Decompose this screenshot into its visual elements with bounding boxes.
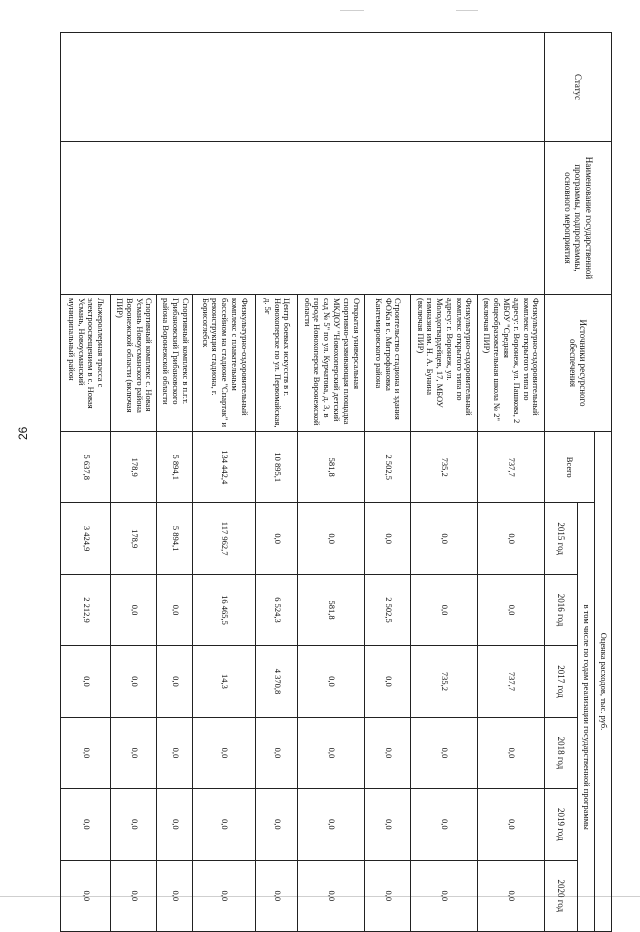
year-value-cell: 0,0 bbox=[111, 646, 157, 717]
year-value-cell: 0,0 bbox=[256, 503, 298, 574]
expenses-table bbox=[60, 32, 612, 932]
year-value-cell: 0,0 bbox=[365, 789, 411, 860]
source-cell: Физкультурно-оздоровительный комплекс открытого типа по адресу: г. Воронеж, ул. Молодогвардейцев, 17, МБОУ гимназия им. Н. А. Бунина (включая ПИР) bbox=[411, 295, 478, 432]
total-cell: 581,8 bbox=[298, 432, 365, 503]
total-cell: 5 637,8 bbox=[61, 432, 111, 503]
year-value-cell: 0,0 bbox=[298, 646, 365, 717]
year-value-cell: 0,0 bbox=[298, 717, 365, 788]
year-value-cell: 0,0 bbox=[477, 574, 544, 645]
total-cell: 737,7 bbox=[477, 432, 544, 503]
year-value-cell: 0,0 bbox=[111, 574, 157, 645]
year-value-cell: 0,0 bbox=[256, 717, 298, 788]
year-value-cell: 0,0 bbox=[193, 717, 256, 788]
year-value-cell: 0,0 bbox=[411, 789, 478, 860]
total-cell: 178,9 bbox=[111, 432, 157, 503]
rotated-sheet bbox=[60, 32, 612, 932]
year-value-cell: 0,0 bbox=[365, 503, 411, 574]
year-value-cell: 0,0 bbox=[365, 717, 411, 788]
year-value-cell: 0,0 bbox=[61, 646, 111, 717]
source-cell: Центр боевых искусств в г. Новохоперске по ул. Первомайская, д. 5г bbox=[256, 295, 298, 432]
year-value-cell: 0,0 bbox=[298, 860, 365, 931]
year-value-cell: 581,8 bbox=[298, 574, 365, 645]
year-value-cell: 0,0 bbox=[61, 860, 111, 931]
header-by-years: в том числе по годам реализации государственной программы bbox=[578, 503, 595, 932]
year-value-cell: 0,0 bbox=[477, 789, 544, 860]
source-cell: Физкультурно-оздоровительный комплекс с плавательным бассейном на стадионе "Спартак" и реконструкция стадиона, г. Борисоглебск bbox=[193, 295, 256, 432]
year-value-cell: 0,0 bbox=[365, 860, 411, 931]
year-value-cell: 737,7 bbox=[477, 646, 544, 717]
year-value-cell: 0,0 bbox=[365, 646, 411, 717]
year-value-cell: 0,0 bbox=[411, 717, 478, 788]
year-value-cell: 0,0 bbox=[157, 860, 193, 931]
year-value-cell: 0,0 bbox=[193, 860, 256, 931]
header-total: Всего bbox=[545, 432, 595, 503]
table-row bbox=[477, 33, 544, 932]
year-value-cell: 2 212,9 bbox=[61, 574, 111, 645]
source-cell: Физкультурно-оздоровительный комплекс открытого типа по адресу: г. Воронеж, ул. Пашкова, 2 МБОУ "Средняя общеобразовательная школа № 2" (включая ПИР) bbox=[477, 295, 544, 432]
total-cell: 134 442,4 bbox=[193, 432, 256, 503]
year-value-cell: 4 370,8 bbox=[256, 646, 298, 717]
year-value-cell: 117 962,7 bbox=[193, 503, 256, 574]
status-cell bbox=[61, 33, 545, 142]
year-value-cell: 5 894,1 bbox=[157, 503, 193, 574]
source-cell: Спортивный комплекс с. Новая Усмань Новоусманского района Воронежской области (включая ПИР) bbox=[111, 295, 157, 432]
year-value-cell: 0,0 bbox=[411, 860, 478, 931]
year-value-cell: 0,0 bbox=[157, 646, 193, 717]
header-status: Статус bbox=[545, 33, 612, 142]
year-value-cell: 0,0 bbox=[411, 503, 478, 574]
table-body bbox=[61, 33, 545, 932]
year-value-cell: 2 502,5 bbox=[365, 574, 411, 645]
total-cell: 2 502,5 bbox=[365, 432, 411, 503]
header-source: Источники ресурсного обеспечения bbox=[545, 295, 612, 432]
year-value-cell: 14,3 bbox=[193, 646, 256, 717]
year-value-cell: 0,0 bbox=[477, 503, 544, 574]
year-value-cell: 0,0 bbox=[157, 789, 193, 860]
header-year: 2018 год bbox=[545, 717, 578, 788]
program-cell bbox=[61, 142, 545, 295]
header-year: 2016 год bbox=[545, 574, 578, 645]
header-program: Наименование государственной программы, подпрограммы, основного мероприятия bbox=[545, 142, 612, 295]
source-cell: Строительство стадиона и здания ФОКа в с. Митрофановка Кантемировского района bbox=[365, 295, 411, 432]
year-value-cell: 0,0 bbox=[111, 860, 157, 931]
header-year: 2020 год bbox=[545, 860, 578, 931]
source-cell: Лыжероллерная трасса с электроосвещением в с. Новая Усмань, Новоусманский муниципальный район bbox=[61, 295, 111, 432]
year-value-cell: 0,0 bbox=[111, 789, 157, 860]
page-number: 26 bbox=[16, 426, 30, 440]
year-value-cell: 0,0 bbox=[157, 717, 193, 788]
header-estimate: Оценка расходов, тыс. руб. bbox=[595, 432, 612, 932]
source-cell: Открытая универсальная спортивно-развивающая площадка МКДОУ "Новохоперский детский сад № 5" по ул. Курчатова, д. 3, в городе Новохоперске Воронежской области bbox=[298, 295, 365, 432]
scan-mark bbox=[340, 10, 364, 11]
year-value-cell: 178,9 bbox=[111, 503, 157, 574]
year-value-cell: 0,0 bbox=[193, 789, 256, 860]
year-value-cell: 0,0 bbox=[411, 574, 478, 645]
year-value-cell: 0,0 bbox=[61, 789, 111, 860]
total-cell: 5 894,1 bbox=[157, 432, 193, 503]
total-cell: 10 895,1 bbox=[256, 432, 298, 503]
year-value-cell: 0,0 bbox=[477, 860, 544, 931]
header-year: 2019 год bbox=[545, 789, 578, 860]
year-value-cell: 0,0 bbox=[256, 860, 298, 931]
year-value-cell: 0,0 bbox=[298, 503, 365, 574]
source-cell: Спортивный комплекс в п.г.т. Грибановский Грибановского района Воронежской области bbox=[157, 295, 193, 432]
year-value-cell: 0,0 bbox=[298, 789, 365, 860]
header-year: 2015 год bbox=[545, 503, 578, 574]
total-cell: 735,2 bbox=[411, 432, 478, 503]
header-year: 2017 год bbox=[545, 646, 578, 717]
year-value-cell: 0,0 bbox=[157, 574, 193, 645]
year-value-cell: 16 465,5 bbox=[193, 574, 256, 645]
year-value-cell: 3 424,9 bbox=[61, 503, 111, 574]
year-value-cell: 0,0 bbox=[111, 717, 157, 788]
year-value-cell: 0,0 bbox=[61, 717, 111, 788]
year-value-cell: 735,2 bbox=[411, 646, 478, 717]
year-value-cell: 0,0 bbox=[256, 789, 298, 860]
year-value-cell: 6 524,3 bbox=[256, 574, 298, 645]
year-value-cell: 0,0 bbox=[477, 717, 544, 788]
scan-mark bbox=[456, 10, 478, 11]
